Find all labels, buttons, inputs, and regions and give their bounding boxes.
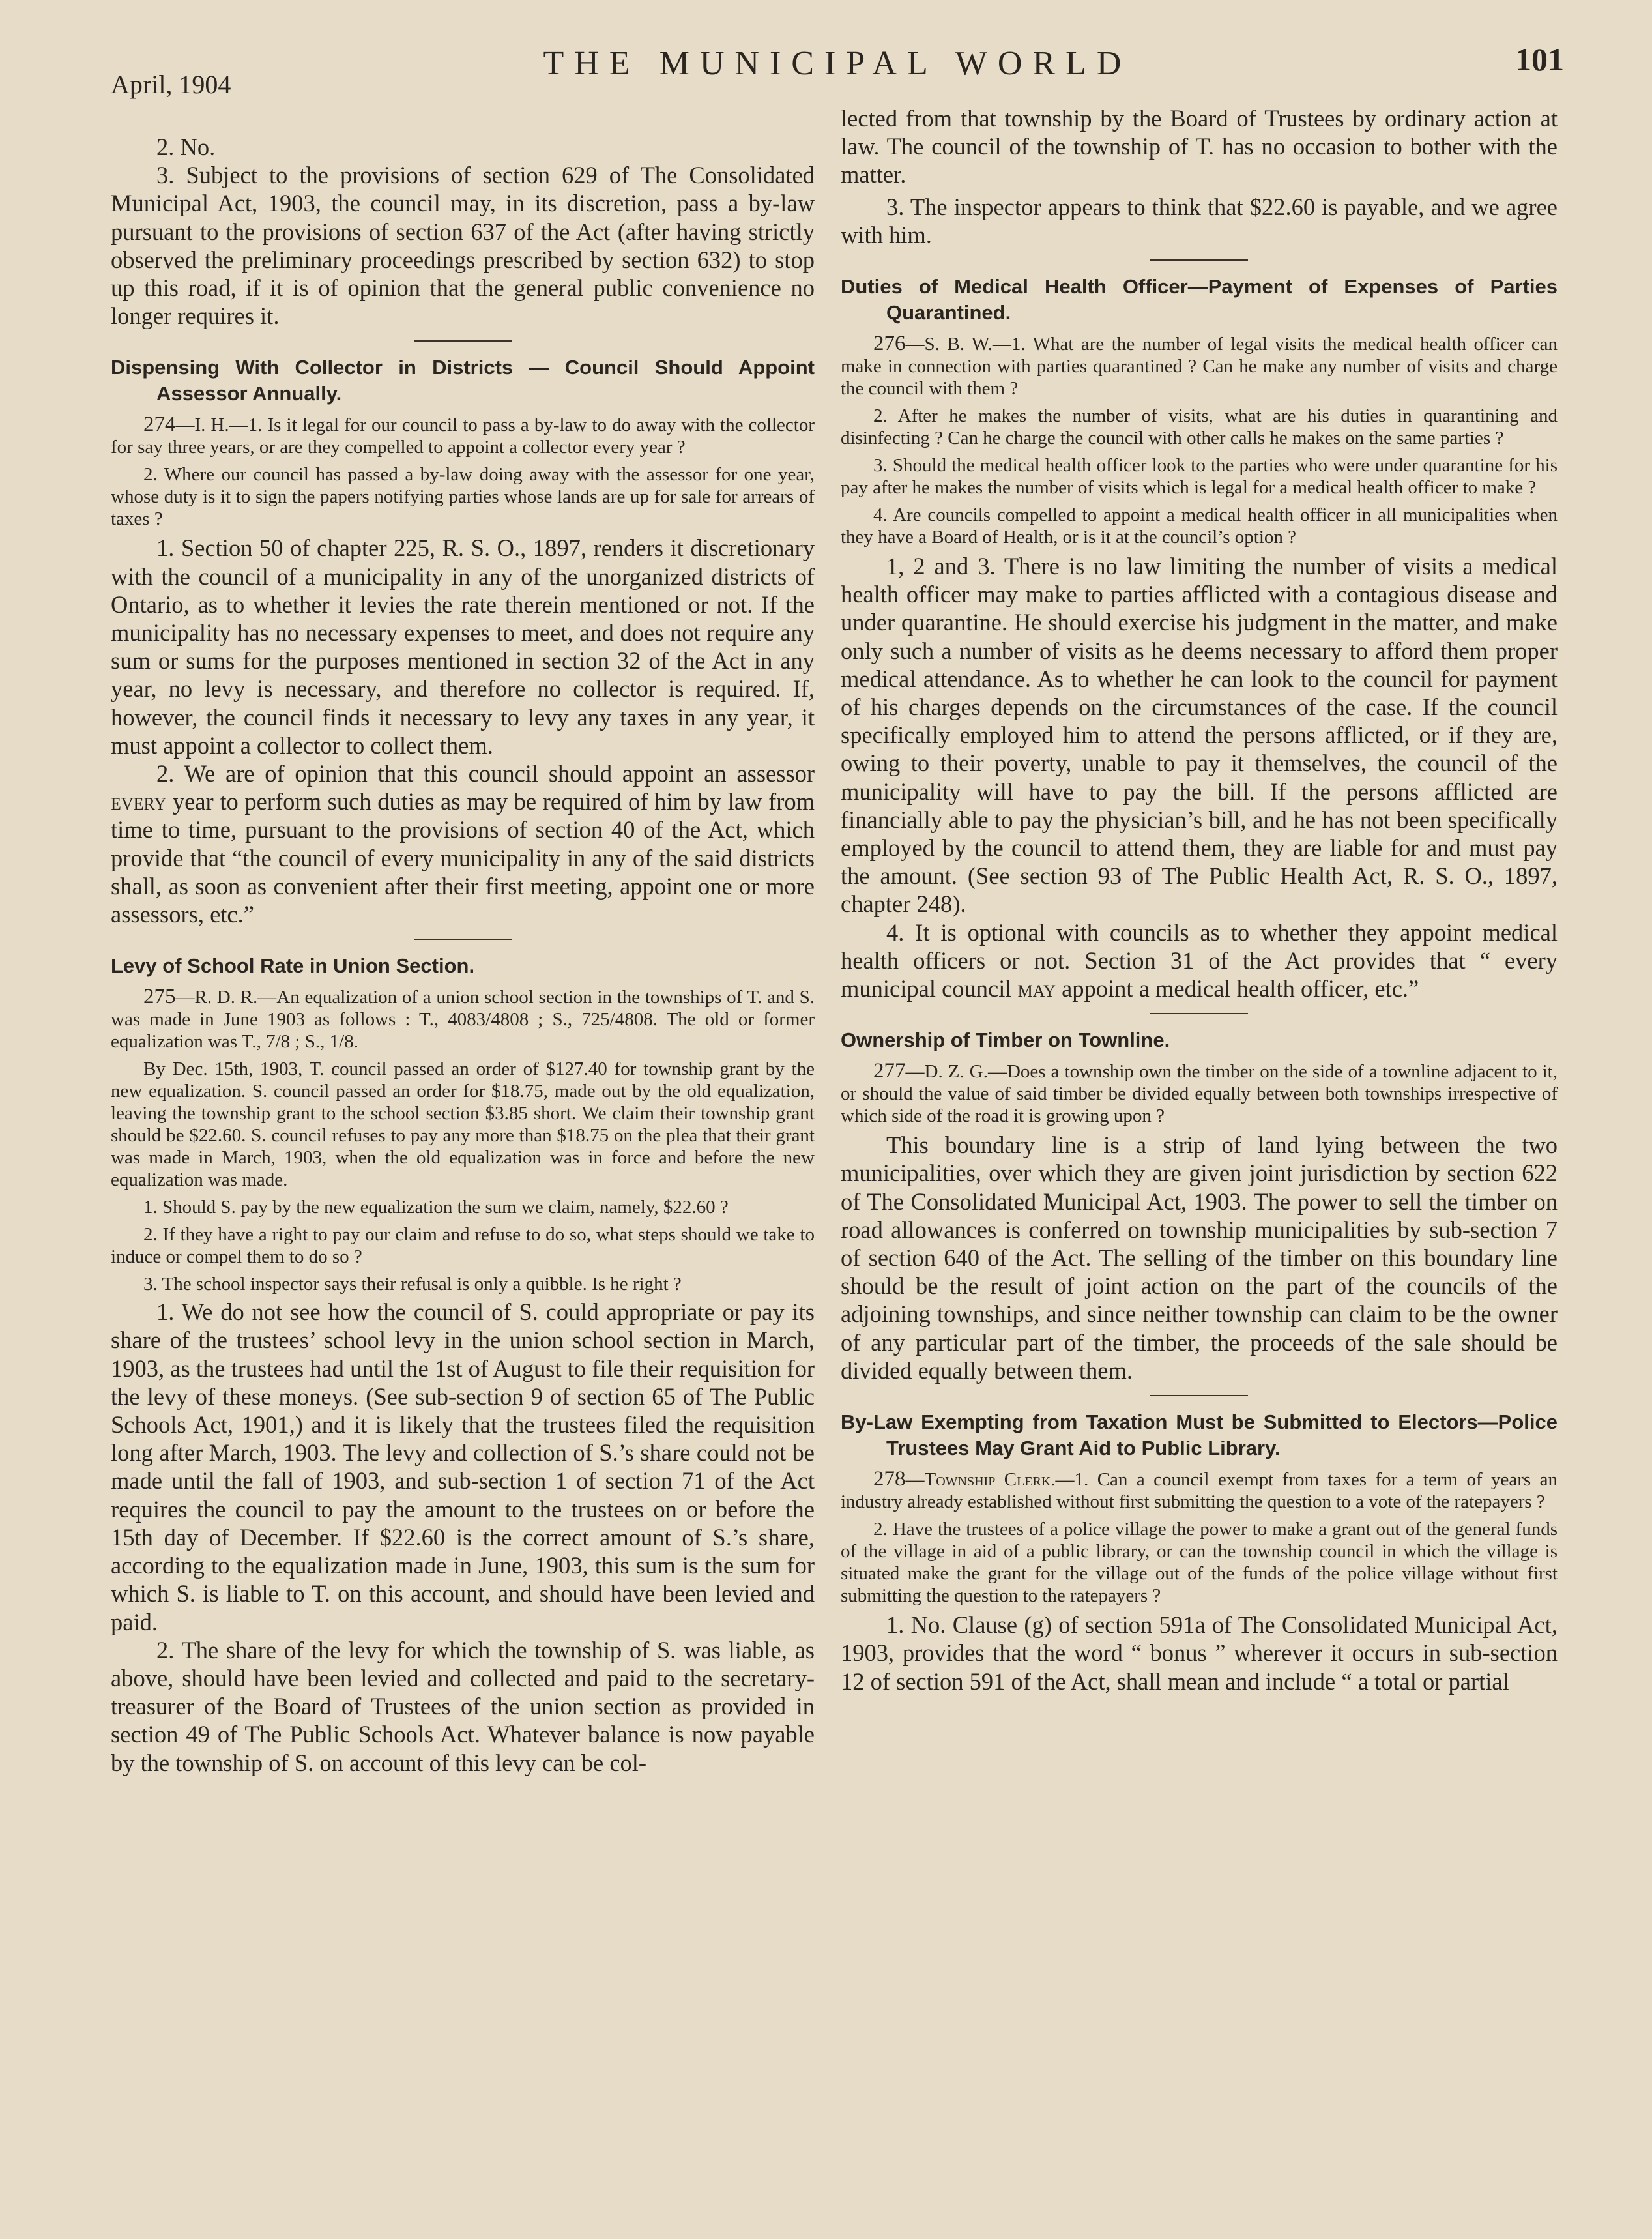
question-paragraph: 2. After he makes the number of visits, what are his duties in quarantining and disinfecting ? Can he charge the council with other calls he makes on the same parties ? [841, 405, 1558, 449]
answer-paragraph: 2. The share of the levy for which the township of S. was liable, as above, should have been levied and collected and paid to the secretary-treasurer of the Board of Trustees of the union section as provided in section 49 of The Public Schools Act. Whatever balance is now payable by the township of S. on account of this levy can be col- [111, 1636, 815, 1776]
answer-paragraph: 2. No. [156, 134, 216, 160]
issue-date: April, 1904 [111, 70, 231, 99]
question-paragraph: 1. Should S. pay by the new equalization the sum we claim, namely, $22.60 ? [143, 1197, 729, 1218]
answer-text: 2. We are of opinion that this council should appoint an assessor [156, 760, 815, 787]
section-divider [414, 340, 512, 342]
question-paragraph: 2. Have the trustees of a police village the power to make a grant out of the general funds of the village in aid of a public library, or can the township council in which the village is situated make the grant for the village out of the funds of the police village without first submitting the question to the ratepayers ? [841, 1519, 1558, 1607]
left-column [111, 104, 815, 1777]
question-paragraph: By Dec. 15th, 1903, T. council passed an order of $127.40 for township grant by the new equalization. S. council passed an order for $18.75, made out by the old equalization, leaving the township grant to the school section $3.85 short. We claim their township grant should be $22.60. S. council refuses to pay any more than $18.75 on the plea that their grant was made in March, 1903, when the old equalization was in force and before the new equalization was made. [111, 1059, 815, 1191]
question-paragraph: 3. The school inspector says their refusal is only a quibble. Is he right ? [143, 1274, 682, 1295]
question-paragraph: 2. Where our council has passed a by-law doing away with the assessor for one year, whose duty is it to sign the papers notifying parties whose lands are up for sale for arrears of taxes ? [111, 464, 815, 530]
question-text: —1. Can a council exempt from taxes for a term of years an industry already established without first submitting the question to a vote of the ratepayers ? [841, 1469, 1558, 1513]
section-divider [1150, 1013, 1248, 1014]
question-text: —R. D. R.—An equalization of a union school section in the townships of T. and S. was made in June 1903 as follows : T., 4083/4808 ; S., 725/4808. The old or former equalization was T., 7/8 ; S., 1/8. [111, 987, 815, 1053]
right-column [841, 104, 1558, 1695]
question-paragraph [841, 1060, 1558, 1127]
question-paragraph: 3. Should the medical health officer look to the parties who were under quarantine for his pay after he makes the number of visits which is legal for a medical health officer to make ? [841, 455, 1558, 499]
question-paragraph [841, 1468, 1558, 1513]
question-paragraph: 2. If they have a right to pay our claim and refuse to do so, what steps should we take to induce or compel them to do so ? [111, 1224, 815, 1268]
answer-paragraph: 3. The inspector appears to think that $22.60 is payable, and we agree with him. [841, 193, 1558, 248]
page-header [111, 39, 1564, 98]
section-divider [1150, 1395, 1248, 1396]
section-heading: Dispensing With Collector in Districts — Council Should Appoint Assessor Annually. [111, 356, 815, 405]
section-heading: By-Law Exempting from Taxation Must be Submitted to Electors—Police Trustees May Grant Aid to Public Library. [841, 1411, 1558, 1460]
answer-text: year to perform such duties as may be required of him by law from time to time, pursuant to the provisions of section 40 of the Act, which provide that “the council of every municipality in any of the said districts shall, as soon as convenient after their first meeting, appoint one or more assessors, etc.” [111, 788, 815, 928]
answer-paragraph: 1. No. Clause (g) of section 591a of The Consolidated Municipal Act, 1903, provides that the word “ bonus ” wherever it occurs in sub-section 12 of section 591 of the Act, shall mean and include “ a total or partial [841, 1611, 1558, 1695]
section-heading: Ownership of Timber on Townline. [841, 1029, 1170, 1052]
section-divider [1150, 259, 1248, 261]
answer-text: 4. It is optional with councils as to whether they appoint medical health officers or not. Section 31 of the Act provides that “ every municipal council [841, 918, 1558, 1002]
section-divider [414, 939, 512, 940]
answer-paragraph: This boundary line is a strip of land lying between the two municipalities, over which they are given joint jurisdiction by section 622 of The Consolidated Municipal Act, 1903. The power to sell the timber on road allowances is conferred on township municipalities by sub-section 7 of section 640 of the Act. The selling of the timber on this boundary line should be the result of joint action on the part of the councils of the adjoining townships, and since neither township can claim to be the owner of any particular part of the timber, the proceeds of the sale should be divided equally between them. [841, 1132, 1558, 1384]
question-number: 275 [143, 985, 176, 1009]
answer-paragraph [841, 918, 1558, 1003]
emphasis-word: may [1017, 975, 1056, 1002]
answer-paragraph: 3. Subject to the provisions of section 629 of The Consolidated Municipal Act, 1903, the council may, in its discretion, pass a by-law pursuant to the provisions of section 637 of the Act (after having strictly observed the preliminary proceedings prescribed by section 632) to stop up this road, if it is of opinion that the general public convenience no longer requires it. [111, 162, 815, 330]
question-author: —Township Clerk. [905, 1469, 1056, 1491]
answer-paragraph: lected from that township by the Board of Trustees by ordinary action at law. The council of the township of T. has no occasion to bother with the matter. [841, 105, 1558, 188]
answer-paragraph: 1. We do not see how the council of S. could appropriate or pay its share of the trustees’ school levy in the union school section in March, 1903, as the trustees had until the 1st of August to file their requisition for the levy of these moneys. (See sub-section 9 of section 65 of The Public Schools Act, 1901,) and it is likely that the trustees filed the requisition long after March, 1903. The levy and collection of S.’s share could not be made until the fall of 1903, and sub-section 1 of section 71 of the Act requires the council to pay the amount to the trustees on or before the 15th day of December. If $22.60 is the correct amount of S.’s share, according to the equalization made in June, 1903, this sum is the sum for which S. is liable to T. on this account, and should have been levied and paid. [111, 1298, 815, 1635]
question-number: 276 [873, 332, 906, 356]
question-number: 278 [873, 1467, 906, 1491]
emphasis-word: every [111, 788, 167, 815]
question-number: 274 [143, 413, 176, 437]
answer-paragraph: 1. Section 50 of chapter 225, R. S. O., 1897, renders it discretionary with the council of a municipality in any of the unorganized districts of Ontario, as to whether it levies the rate therein mentioned or not. If the municipality has no necessary expenses to meet, and does not require any sum or sums for the purposes mentioned in section 32 of the Act in any year, no levy is necessary, and therefore no collector is required. If, however, the council finds it necessary to levy any taxes in any year, it must appoint a collector to collect them. [111, 534, 815, 759]
question-text: —D. Z. G.—Does a township own the timber on the side of a townline adjacent to it, or should the value of said timber be divided equally between both townships irrespective of which side of the road it is growing upon ? [841, 1061, 1558, 1127]
page-number: 101 [1515, 41, 1564, 78]
question-text: —I. H.—1. Is it legal for our council to pass a by-law to do away with the collector for say three years, or are they compelled to appoint a collector every year ? [111, 415, 815, 458]
question-number: 277 [873, 1059, 906, 1083]
question-paragraph: 4. Are councils compelled to appoint a medical health officer in all municipalities when they have a Board of Health, or is it at the council’s option ? [841, 505, 1558, 548]
answer-paragraph [111, 759, 815, 928]
section-heading: Duties of Medical Health Officer—Payment of Expenses of Parties Quarantined. [841, 275, 1558, 325]
section-heading: Levy of School Rate in Union Section. [111, 954, 475, 978]
question-paragraph [111, 986, 815, 1053]
answer-text: appoint a medical health officer, etc.” [1055, 975, 1419, 1002]
question-paragraph [841, 332, 1558, 400]
question-text: —S. B. W.—1. What are the number of legal visits the medical health officer can make in connection with parties quarantined ? Can he make any number of visits and charge the council with them ? [841, 334, 1558, 400]
question-paragraph [111, 413, 815, 458]
answer-paragraph: 1, 2 and 3. There is no law limiting the number of visits a medical health officer may make to parties afflicted with a contagious disease and under quarantine. He should exercise his judgment in the matter, and make only such a number of visits as he deems necessary to afford them proper medical attendance. As to whether he can look to the council for payment of his charges depends on the circumstances of the case. If the council specifically employed him to attend the persons afflicted, or if they are, owing to their poverty, unable to pay it themselves, the council of the municipality will have to pay the bill. If the persons afflicted are financially able to pay the physician’s bill, and he has not been specifically employed by the council to attend them, they are liable for and must pay the amount. (See section 93 of The Public Health Act, R. S. O., 1897, chapter 248). [841, 553, 1558, 918]
publication-title: THE MUNICIPAL WORLD [543, 45, 1132, 82]
